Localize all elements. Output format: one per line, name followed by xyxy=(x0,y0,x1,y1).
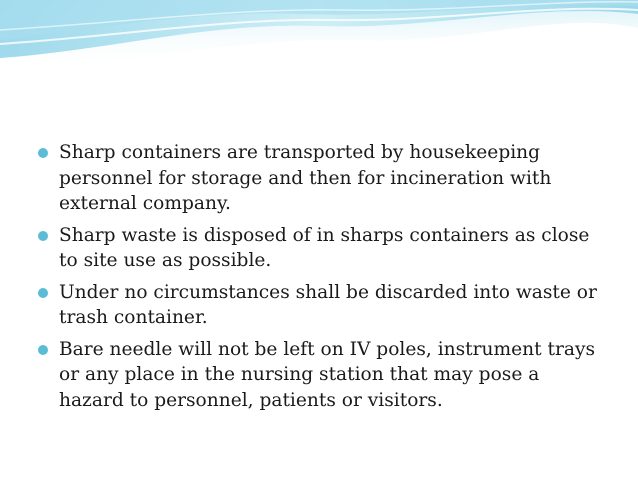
bullet-list xyxy=(38,140,598,419)
bullet-text: Under no circumstances shall be discarded into waste or trash container. xyxy=(59,281,597,328)
bullet-dot-icon xyxy=(38,148,48,158)
bullet-dot-icon xyxy=(38,231,48,241)
bullet-text: Sharp containers are transported by housekeeping personnel for storage and then for incineration with external company. xyxy=(59,142,552,214)
bullet-item xyxy=(38,223,598,274)
bullet-item xyxy=(38,337,598,414)
bullet-dot-icon xyxy=(38,288,48,298)
bullet-item xyxy=(38,280,598,331)
bullet-text: Bare needle will not be left on IV poles, instrument trays or any place in the nursing station that may pose a hazard to personnel, patients or visitors. xyxy=(59,338,596,411)
bullet-dot-icon xyxy=(38,345,48,355)
header-wave-decoration xyxy=(0,0,638,80)
bullet-text: Sharp waste is disposed of in sharps containers as close to site use as possible. xyxy=(59,224,590,271)
bullet-item xyxy=(38,140,598,217)
